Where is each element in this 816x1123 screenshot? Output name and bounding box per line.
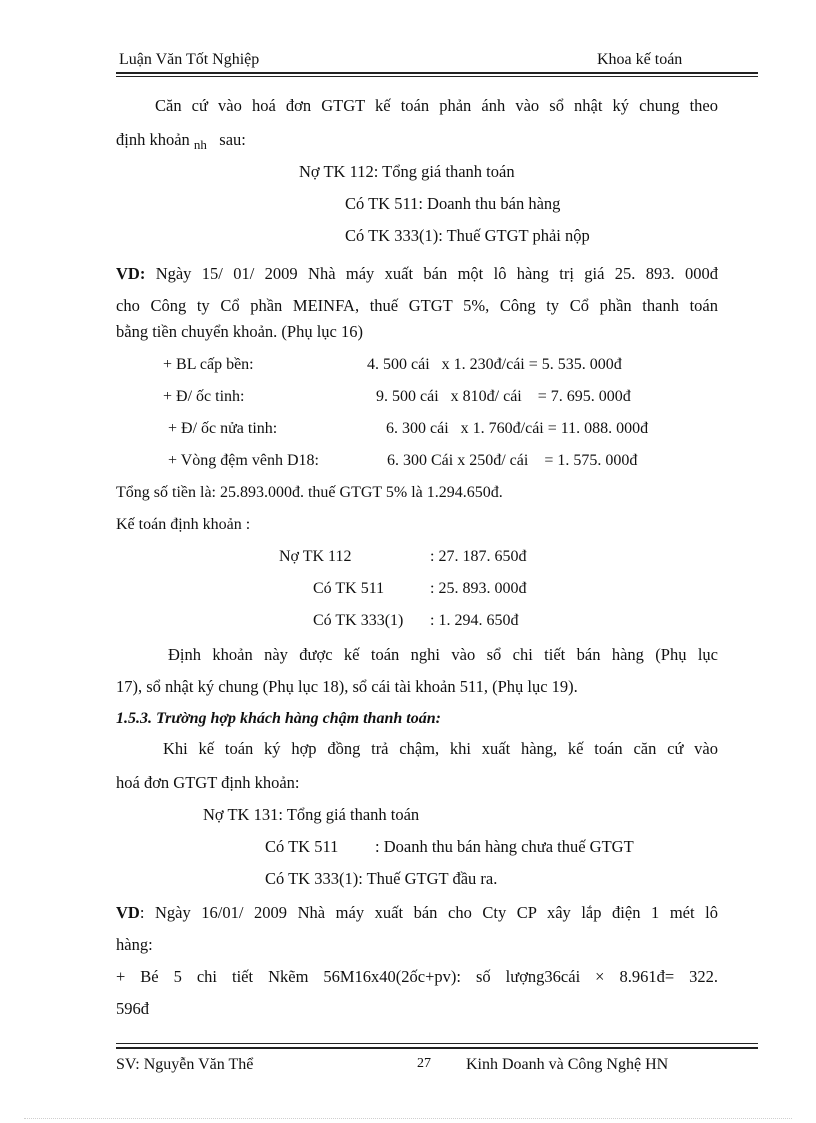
- item2-calc: 9. 500 cái x 810đ/ cái = 7. 695. 000đ: [376, 388, 631, 405]
- footer-rule-top: [116, 1043, 758, 1044]
- header-left: Luận Văn Tốt Nghiệp: [119, 51, 260, 68]
- vd2-line1: VD: Ngày 16/01/ 2009 Nhà máy xuất bán cho Cty CP xây lắp điện 1 mét lô: [116, 903, 718, 922]
- item4-calc: 6. 300 Cái x 250đ/ cái = 1. 575. 000đ: [387, 452, 638, 469]
- p3-line2: hoá đơn GTGT định khoản:: [116, 773, 300, 792]
- page-edge-dotted-line: [24, 1118, 792, 1119]
- entry2-credit2-acc: Có TK 333(1): [313, 612, 404, 629]
- vd2-line2: hàng:: [116, 935, 153, 954]
- p1-line2: định khoản $_{nh}$ sau:: [116, 130, 246, 152]
- p2-line1: Định khoản này được kế toán nghi vào sổ chi tiết bán hàng (Phụ lục: [168, 645, 718, 664]
- entry1-debit: Nợ TK 112: Tổng giá thanh toán: [299, 162, 515, 181]
- entry2-debit-acc: Nợ TK 112: [279, 548, 352, 565]
- vd2-label: VD: [116, 903, 140, 922]
- item3-name: + Đ/ ốc nửa tinh:: [168, 420, 278, 437]
- section-heading: 1.5.3. Trường hợp khách hàng chậm thanh toán:: [116, 710, 441, 727]
- header-right: Khoa kế toán: [597, 51, 683, 68]
- footer-rule-bottom: [116, 1047, 758, 1049]
- vd2-line4: 596đ: [116, 999, 149, 1018]
- vd1-line1: VD: Ngày 15/ 01/ 2009 Nhà máy xuất bán một lô hàng trị giá 25. 893. 000đ: [116, 264, 718, 283]
- entry2-credit1-acc: Có TK 511: [313, 580, 385, 597]
- vd1-line2: cho Công ty Cổ phần MEINFA, thuế GTGT 5%, Công ty Cổ phần thanh toán: [116, 296, 718, 315]
- p1-subscript: nh: [193, 137, 207, 152]
- p3-line1: Khi kế toán ký hợp đồng trả chậm, khi xuất hàng, kế toán căn cứ vào: [163, 739, 718, 758]
- p1-line1: Căn cứ vào hoá đơn GTGT kế toán phản ánh vào sổ nhật ký chung theo: [155, 96, 718, 115]
- entry2-debit-val: : 27. 187. 650đ: [430, 548, 527, 565]
- entry3-credit-333: Có TK 333(1): Thuế GTGT đầu ra.: [265, 869, 498, 888]
- entry2-credit1-val: : 25. 893. 000đ: [430, 580, 527, 597]
- item1-calc: 4. 500 cái x 1. 230đ/cái = 5. 535. 000đ: [367, 356, 622, 373]
- vd2-line3: + Bé 5 chi tiết Nkẽm 56M16x40(2ốc+pv): số lượng36cái × 8.961đ= 322.: [116, 967, 718, 986]
- entry2-credit2-val: : 1. 294. 650đ: [430, 612, 519, 629]
- footer-author: SV: Nguyễn Văn Thể: [116, 1056, 254, 1073]
- page-number: 27: [417, 1056, 431, 1071]
- vd1-label: VD:: [116, 264, 146, 283]
- entry3-credit-511-acc: Có TK 511: [265, 837, 339, 856]
- entry1-credit-511: Có TK 511: Doanh thu bán hàng: [345, 194, 561, 213]
- item3-calc: 6. 300 cái x 1. 760đ/cái = 11. 088. 000đ: [386, 420, 649, 437]
- item2-name: + Đ/ ốc tinh:: [163, 388, 245, 405]
- p2-line2: 17), sổ nhật ký chung (Phụ lục 18), sổ cái tài khoản 511, (Phụ lục 19).: [116, 677, 578, 696]
- header-rule-bottom: [116, 76, 758, 77]
- entry3-debit: Nợ TK 131: Tổng giá thanh toán: [203, 805, 420, 824]
- item4-name: + Vòng đệm vênh D18:: [168, 452, 319, 469]
- vd1-line3: bằng tiền chuyển khoản. (Phụ lục 16): [116, 322, 363, 341]
- header-rule-top: [116, 72, 758, 74]
- entry2-title: Kế toán định khoản :: [116, 516, 251, 533]
- entry1-credit-333: Có TK 333(1): Thuế GTGT phải nộp: [345, 226, 590, 245]
- footer-right: Kinh Doanh và Công Nghệ HN: [466, 1056, 669, 1073]
- total-line: Tổng số tiền là: 25.893.000đ. thuế GTGT 5% là 1.294.650đ.: [116, 484, 503, 501]
- item1-name: + BL cấp bền:: [163, 356, 254, 373]
- entry3-credit-511-desc: : Doanh thu bán hàng chưa thuế GTGT: [375, 837, 634, 856]
